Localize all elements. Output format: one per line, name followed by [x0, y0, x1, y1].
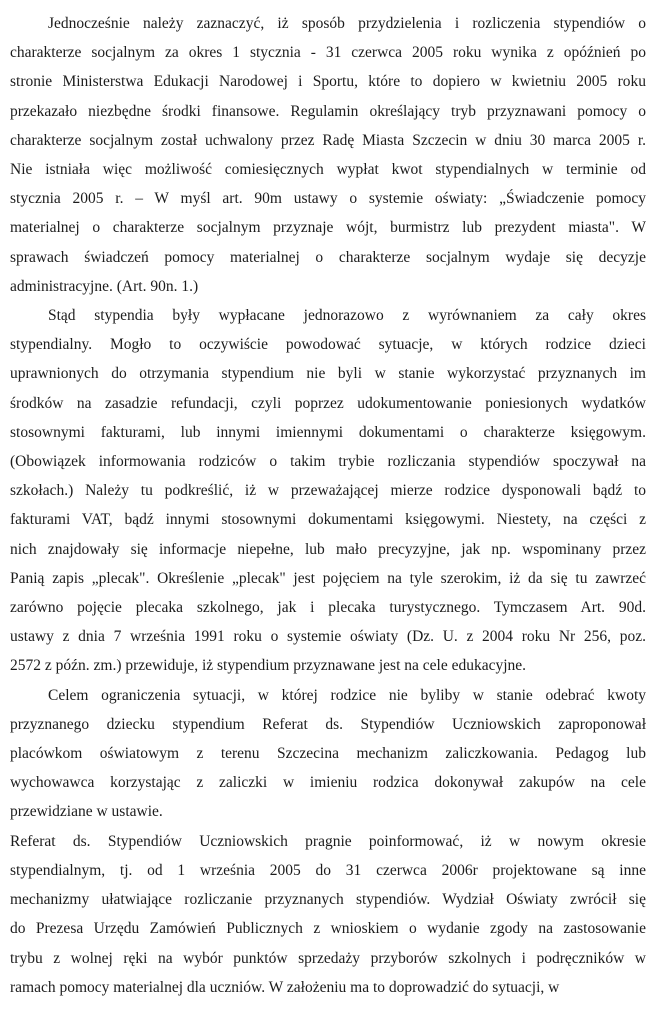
text-line: do Prezesa Urzędu Zamówień Publicznych z wnioskiem o wydanie zgody na zastosowanie: [10, 920, 646, 938]
text-line: Panią zapis „plecak". Określenie „plecak" jest pojęciem na tyle szerokim, iż da się tu zawrzeć: [10, 569, 646, 587]
text-line: charakterze socjalnym za okres 1 stycznia - 31 czerwca 2005 roku wynika z opóźnień po: [10, 44, 646, 62]
text-line: Stąd stypendia były wypłacane jednorazowo z wyrównaniem za cały okres: [48, 307, 646, 325]
text-line: materialnej o charakterze socjalnym przyznaje wójt, burmistrz lub prezydent miasta". W: [10, 219, 646, 237]
text-line: Referat ds. Stypendiów Uczniowskich pragnie poinformować, iż w nowym okresie: [10, 832, 646, 850]
text-line: stosownymi fakturami, lub innymi imiennymi dokumentami o charakterze księgowym.: [10, 423, 646, 441]
text-line: mechanizmy ułatwiające rozliczanie przyznanych stypendiów. Wydział Oświaty zwrócił się: [10, 891, 646, 909]
text-line: Nie istniała więc możliwość comiesięcznych wypłat kwot stypendialnych w terminie od: [10, 161, 646, 179]
text-line: sprawach świadczeń pomocy materialnej o charakterze socjalnym wydaje się decyzje: [10, 248, 646, 266]
paragraph: [10, 9, 646, 301]
text-line: nich znajdowały się informacje niepełne, lub mało precyzyjne, jak np. wspominany przez: [10, 540, 646, 558]
text-line: przewidziane w ustawie.: [10, 803, 163, 821]
text-line: szkołach.) Należy tu podkreślić, iż w przeważającej mierze rodzice dysponowali bądź to: [10, 482, 646, 500]
paragraph: [10, 681, 646, 827]
text-line: zarówno pojęcie plecaka szkolnego, jak i plecaka turystycznego. Tymczasem Art. 90d.: [10, 599, 646, 617]
text-line: przekazało niezbędne środki finansowe. Regulamin określający tryb przyznawani pomocy o: [10, 102, 646, 120]
document-body: [10, 9, 646, 1002]
text-line: Celem ograniczenia sytuacji, w której rodzice nie byliby w stanie odebrać kwoty: [48, 686, 646, 704]
text-line: przyznanego dziecku stypendium Referat ds. Stypendiów Uczniowskich zaproponował: [10, 715, 646, 733]
text-line: 2572 z późn. zm.) przewiduje, iż stypendium przyznawane jest na cele edukacyjne.: [10, 657, 527, 675]
text-line: (Obowiązek informowania rodziców o takim trybie rozliczania stypendiów spoczywał na: [10, 453, 646, 471]
text-line: Jednocześnie należy zaznaczyć, iż sposób przydzielenia i rozliczenia stypendiów o: [48, 15, 646, 32]
text-line: administracyjne. (Art. 90n. 1.): [10, 277, 199, 295]
text-line: stycznia 2005 r. – W myśl art. 90m ustawy o systemie oświaty: „Świadczenie pomocy: [10, 190, 646, 208]
text-line: ustawy z dnia 7 września 1991 roku o systemie oświaty (Dz. U. z 2004 roku Nr 256, poz.: [10, 628, 646, 646]
text-line: stypendialny. Mogło to oczywiście powodować sytuacje, w których rodzice dzieci: [10, 336, 646, 354]
text-line: środków na zasadzie refundacji, czyli poprzez udokumentowanie poniesionych wydatków: [10, 394, 646, 412]
text-line: charakterze socjalnym został uchwalony przez Radę Miasta Szczecin w dniu 30 marca 2005 r.: [10, 131, 646, 149]
paragraph: [10, 301, 646, 681]
text-line: fakturami VAT, bądź innymi stosownymi dokumentami księgowymi. Niestety, na części z: [10, 511, 646, 529]
text-line: uprawnionych do otrzymania stypendium nie byli w stanie wykorzystać przyznanych im: [10, 365, 646, 383]
text-line: trybu z wolnej ręki na wybór punktów sprzedaży przyborów szkolnych i podręczników w: [10, 949, 646, 967]
text-line: ramach pomocy materialnej dla uczniów. W założeniu ma to doprowadzić do sytuacji, w: [10, 978, 560, 996]
paragraph: [10, 827, 646, 1002]
text-line: stypendialnym, tj. od 1 września 2005 do 31 czerwca 2006r projektowane są inne: [10, 861, 646, 879]
text-line: placówkom oświatowym z terenu Szczecina mechanizm zaliczkowania. Pedagog lub: [10, 745, 646, 763]
text-line: wychowawca korzystając z zaliczki w imieniu rodzica dokonywał zakupów na cele: [10, 774, 646, 792]
text-line: stronie Ministerstwa Edukacji Narodowej i Sportu, które to dopiero w kwietniu 2005 roku: [10, 73, 646, 91]
